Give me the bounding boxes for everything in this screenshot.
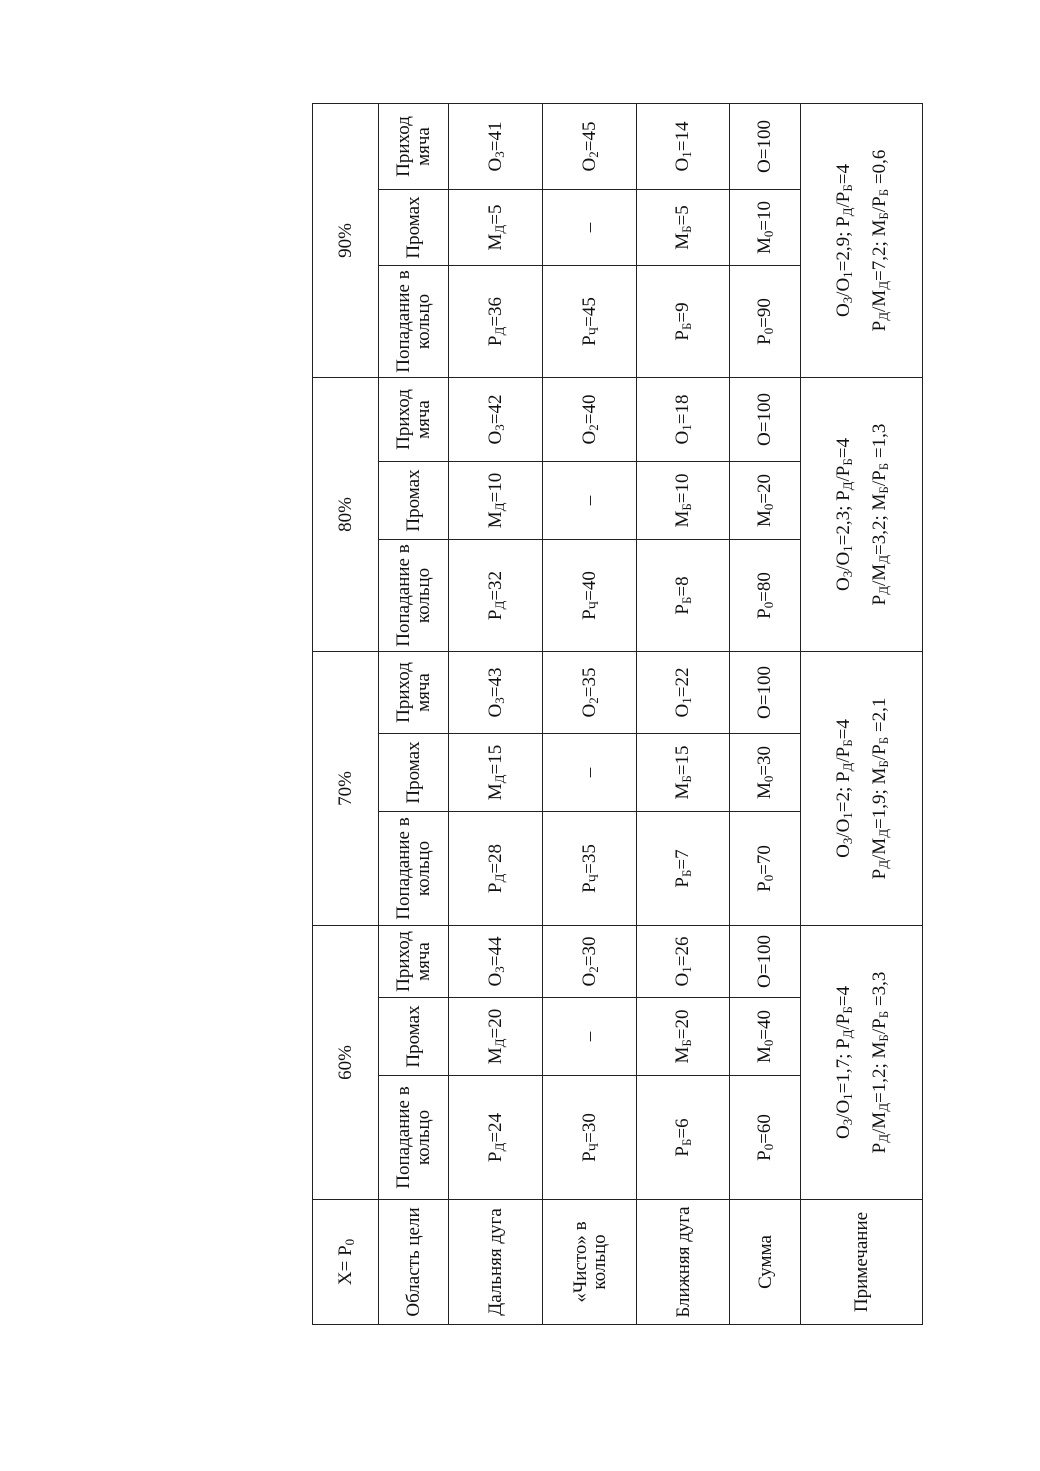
col-hit-80: Попадание в кольцо xyxy=(379,540,449,652)
table-cell: $O_2=40$ xyxy=(543,378,637,462)
note-cell xyxy=(801,926,923,1200)
table-cell: $P_0=80$ xyxy=(730,540,801,652)
table-cell: $O_1=14$ xyxy=(637,104,730,190)
note-cell xyxy=(801,378,923,652)
table-cell: $M_Д=20$ xyxy=(449,998,543,1076)
table-cell: $P_Б=9$ xyxy=(637,266,730,378)
row-clean-ring xyxy=(543,104,637,1325)
table-cell: $P_Ч=35$ xyxy=(543,812,637,926)
group-80-label: 80% xyxy=(313,378,379,652)
table-cell: – xyxy=(543,734,637,812)
table-cell: – xyxy=(543,190,637,266)
table-cell: $O_2=45$ xyxy=(543,104,637,190)
note-line: $O_3/O_1=2,3$; $P_Д/P_Б=4$ xyxy=(832,438,855,592)
note-line: $P_Д/M_Д=3,2$; $M_Б/P_Б =1,3$ xyxy=(868,423,891,606)
row-label: Сумма xyxy=(730,1200,801,1325)
area-label: Область цели xyxy=(379,1200,449,1325)
group-60-label: 60% xyxy=(313,926,379,1200)
table-cell: $P_Ч=45$ xyxy=(543,266,637,378)
note-cell xyxy=(801,104,923,378)
table-cell: $P_Б=6$ xyxy=(637,1076,730,1200)
col-hit-70: Попадание в кольцо xyxy=(379,812,449,926)
table-cell: $P_Ч=40$ xyxy=(543,540,637,652)
table-cell: O=100 xyxy=(730,926,801,998)
table-cell: – xyxy=(543,998,637,1076)
table-cell: $P_Б=8$ xyxy=(637,540,730,652)
table-cell: $M_0=20$ xyxy=(730,462,801,540)
table-cell: O=100 xyxy=(730,652,801,734)
table-cell: $M_Б=5$ xyxy=(637,190,730,266)
table-cell: – xyxy=(543,462,637,540)
shot-distribution-table xyxy=(312,103,923,1325)
col-arrival-70: Приход мяча xyxy=(379,652,449,734)
header-row-columns xyxy=(379,104,449,1325)
col-arrival-60: Приход мяча xyxy=(379,926,449,998)
table-cell: $M_0=40$ xyxy=(730,998,801,1076)
rotated-table-wrapper xyxy=(312,104,923,1325)
note-line: $O_3/O_1=2$; $P_Д/P_Б=4$ xyxy=(832,719,855,858)
col-arrival-90: Приход мяча xyxy=(379,104,449,190)
col-miss-60: Промах xyxy=(379,998,449,1076)
table-cell: $M_Б=10$ xyxy=(637,462,730,540)
table-cell: $O_1=18$ xyxy=(637,378,730,462)
row-total xyxy=(730,104,801,1325)
header-row-percent xyxy=(313,104,379,1325)
table-cell: $O_1=22$ xyxy=(637,652,730,734)
col-hit-90: Попадание в кольцо xyxy=(379,266,449,378)
table-cell: $O_1=26$ xyxy=(637,926,730,998)
table-cell: $P_0=60$ xyxy=(730,1076,801,1200)
table-cell: $M_Б=20$ xyxy=(637,998,730,1076)
table-cell: $O_3=44$ xyxy=(449,926,543,998)
col-miss-70: Промах xyxy=(379,734,449,812)
note-line: $O_3/O_1=2,9$; $P_Д/P_Б=4$ xyxy=(832,164,855,318)
row-label: Дальняя дуга xyxy=(449,1200,543,1325)
note-line: $P_Д/M_Д=1,9$; $M_Б/P_Б =2,1$ xyxy=(868,697,891,880)
table-cell: $P_Д=28$ xyxy=(449,812,543,926)
group-90-label: 90% xyxy=(313,104,379,378)
note-line: $P_Д/M_Д=7,2$; $M_Б/P_Б =0,6$ xyxy=(868,149,891,332)
row-near-arc xyxy=(637,104,730,1325)
row-label: Ближняя дуга xyxy=(637,1200,730,1325)
table-cell: $O_3=43$ xyxy=(449,652,543,734)
table-cell: $O_2=35$ xyxy=(543,652,637,734)
table-cell: $P_Д=32$ xyxy=(449,540,543,652)
table-cell: $P_Д=24$ xyxy=(449,1076,543,1200)
table-cell: $P_0=90$ xyxy=(730,266,801,378)
table-cell: $P_Д=36$ xyxy=(449,266,543,378)
row-note xyxy=(801,104,923,1325)
table-body xyxy=(313,104,923,1325)
table-cell: $M_Д=5$ xyxy=(449,190,543,266)
table-cell: $P_Б=7$ xyxy=(637,812,730,926)
table-cell: O=100 xyxy=(730,378,801,462)
col-miss-80: Промах xyxy=(379,462,449,540)
table-cell: $P_Ч=30$ xyxy=(543,1076,637,1200)
group-70-label: 70% xyxy=(313,652,379,926)
col-arrival-80: Приход мяча xyxy=(379,378,449,462)
table-cell: $M_Д=15$ xyxy=(449,734,543,812)
corner-label: $X= P_0$ xyxy=(313,1200,379,1325)
table-cell: $O_2=30$ xyxy=(543,926,637,998)
row-label: «Чисто» в кольцо xyxy=(543,1200,637,1325)
table-cell: $O_3=42$ xyxy=(449,378,543,462)
table-cell: O=100 xyxy=(730,104,801,190)
table-cell: $P_0=70$ xyxy=(730,812,801,926)
row-far-arc xyxy=(449,104,543,1325)
note-label: Примечание xyxy=(801,1200,923,1325)
table-cell: $M_0=10$ xyxy=(730,190,801,266)
table-cell: $M_Б=15$ xyxy=(637,734,730,812)
table-cell: $M_Д=10$ xyxy=(449,462,543,540)
table-cell: $O_3=41$ xyxy=(449,104,543,190)
note-line: $O_3/O_1=1,7$; $P_Д/P_Б=4$ xyxy=(832,986,855,1140)
col-hit-60: Попадание в кольцо xyxy=(379,1076,449,1200)
table-cell: $M_0=30$ xyxy=(730,734,801,812)
note-cell xyxy=(801,652,923,926)
col-miss-90: Промах xyxy=(379,190,449,266)
note-line: $P_Д/M_Д=1,2$; $M_Б/P_Б =3,3$ xyxy=(868,971,891,1154)
